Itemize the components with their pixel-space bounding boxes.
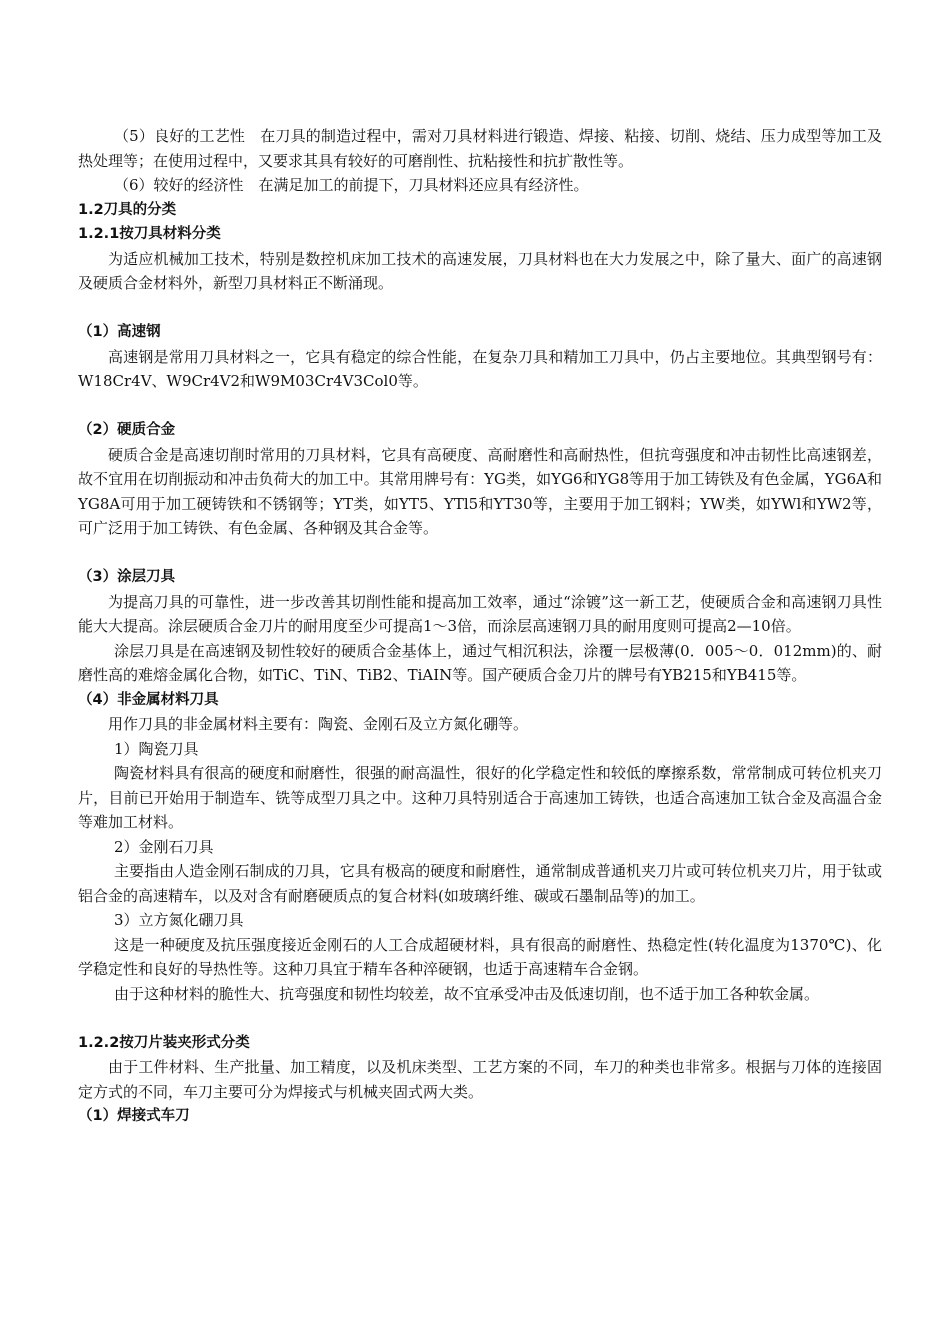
paragraph: （5）良好的工艺性 在刀具的制造过程中，需对刀具材料进行锻造、焊接、粘接、切削、烧结、压力成型等加工及热处理等；在使用过程中，又要求其具有较好的可磨削性、抗粘接性和抗扩散性等。 xyxy=(78,127,882,170)
item-heading: （1）高速钢 xyxy=(78,324,161,340)
sub-item-heading: 2）金刚石刀具 xyxy=(114,837,214,856)
subsection-heading: 1.2.1按刀具材料分类 xyxy=(78,226,221,242)
sub-item-heading: 3）立方氮化硼刀具 xyxy=(114,911,244,929)
paragraph: （6）较好的经济性 在满足加工的前提下，刀具材料还应具有经济性。 xyxy=(114,176,589,194)
paragraph: 高速钢是常用刀具材料之一，它具有稳定的综合性能，在复杂刀具和精加工刀具中，仍占主要地位。其典型钢号有：W18Cr4V、W9Cr4V2和W9M03Cr4V3Col0等。 xyxy=(78,347,882,390)
subsection-heading: 1.2.2按刀片装夹形式分类 xyxy=(78,1034,250,1051)
paragraph: 涂层刀具是在高速钢及韧性较好的硬质合金基体上，通过气相沉积法，涂覆一层极薄(0．005～0．012mm)的、耐磨性高的难熔金属化合物，如TiC、TiN、TiB2、TiAIN等。国产硬质合金刀片的牌号有YB215和YB415等。 xyxy=(78,641,882,684)
paragraph: 为提高刀具的可靠性，进一步改善其切削性能和提高加工效率，通过“涂镀”这一新工艺，使硬质合金和高速钢刀具性能大大提高。涂层硬质合金刀片的耐用度至少可提高1～3倍，而涂层高速钢刀具的耐用度则可提高2—10倍。 xyxy=(78,592,882,635)
sub-item-heading: 1）陶瓷刀具 xyxy=(114,739,199,758)
paragraph: 陶瓷材料具有很高的硬度和耐磨性，很强的耐高温性，很好的化学稳定性和较低的摩擦系数，常常制成可转位机夹刀片，目前已开始用于制造车、铣等成型刀具之中。这种刀具特别适合于高速加工铸铁，也适合高速加工钛合金及高温合金等难加工材料。 xyxy=(78,764,882,831)
item-heading: （4）非金属材料刀具 xyxy=(78,691,219,708)
document-page xyxy=(78,124,882,1129)
paragraph: 用作刀具的非金属材料主要有：陶瓷、金刚石及立方氮化硼等。 xyxy=(108,715,529,733)
paragraph: 为适应机械加工技术，特别是数控机床加工技术的高速发展，刀具材料也在大力发展之中，除了量大、面广的高速钢及硬质合金材料外，新型刀具材料正不断涌现。 xyxy=(78,249,882,292)
paragraph: 硬质合金是高速切削时常用的刀具材料，它具有高硬度、高耐磨性和高耐热性，但抗弯强度和冲击韧性比高速钢差，故不宜用在切削振动和冲击负荷大的加工中。其常用牌号有：YG类，如YG6和YG8等用于加工铸铁及有色金属，YG6A和YG8A可用于加工硬铸铁和不锈钢等；YT类，如YT5、YTl5和YT30等，主要用于加工钢料；YW类，如YWl和YW2等，可广泛用于加工铸铁、有色金属、各种钢及其合金等。 xyxy=(78,445,882,537)
item-heading: （2）硬质合金 xyxy=(78,422,176,438)
item-heading: （1）焊接式车刀 xyxy=(78,1108,190,1124)
section-heading: 1.2刀具的分类 xyxy=(78,201,177,218)
paragraph: 由于工件材料、生产批量、加工精度，以及机床类型、工艺方案的不同，车刀的种类也非常多。根据与刀体的连接固定方式的不同，车刀主要可分为焊接式与机械夹固式两大类。 xyxy=(78,1058,882,1101)
spacer xyxy=(78,541,882,566)
item-heading: （3）涂层刀具 xyxy=(78,569,176,585)
spacer xyxy=(78,1006,882,1031)
paragraph: 主要指由人造金刚石制成的刀具，它具有极高的硬度和耐磨性，通常制成普通机夹刀片或可转位机夹刀片，用于钛或铝合金的高速精车，以及对含有耐磨硬质点的复合材料(如玻璃纤维、碳或石墨制品等)的加工。 xyxy=(78,862,882,905)
paragraph: 由于这种材料的脆性大、抗弯强度和韧性均较差，故不宜承受冲击及低速切削，也不适于加工各种软金属。 xyxy=(114,984,820,1003)
spacer xyxy=(78,394,882,419)
spacer xyxy=(78,296,882,321)
paragraph: 这是一种硬度及抗压强度接近金刚石的人工合成超硬材料，具有很高的耐磨性、热稳定性(转化温度为1370℃)、化学稳定性和良好的导热性等。这种刀具宜于精车各种淬硬钢，也适于高速精车合金钢。 xyxy=(78,935,882,978)
